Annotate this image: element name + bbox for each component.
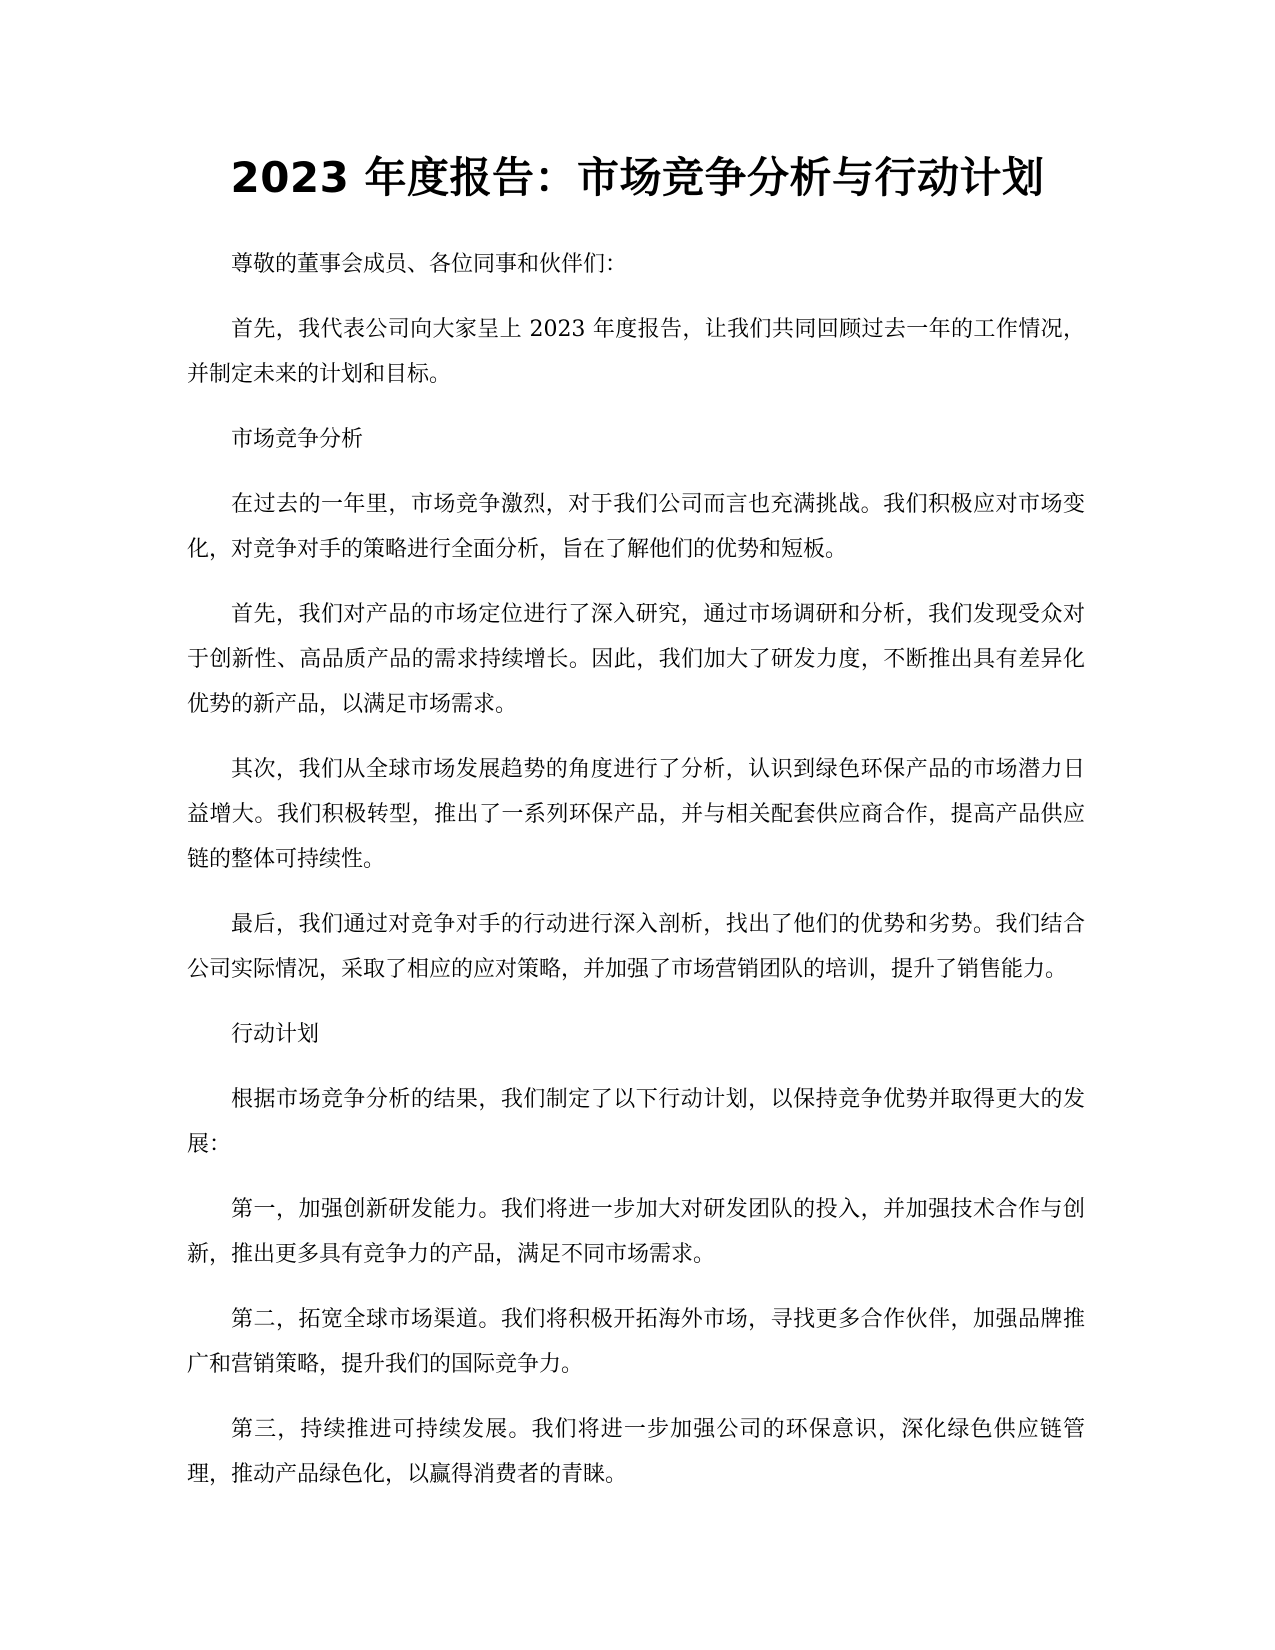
action-item: 第二，拓宽全球市场渠道。我们将积极开拓海外市场，寻找更多合作伙伴，加强品牌推广和营销策略，提升我们的国际竞争力。 [187, 1307, 1085, 1377]
section-heading-market-analysis: 市场竞争分析 [231, 427, 364, 452]
intro-paragraph: 首先，我代表公司向大家呈上 2023 年度报告，让我们共同回顾过去一年的工作情况，并制定未来的计划和目标。 [187, 317, 1085, 387]
paragraph: 根据市场竞争分析的结果，我们制定了以下行动计划，以保持竞争优势并取得更大的发展： [187, 1087, 1085, 1157]
salutation: 尊敬的董事会成员、各位同事和伙伴们： [231, 252, 628, 277]
paragraph: 在过去的一年里，市场竞争激烈，对于我们公司而言也充满挑战。我们积极应对市场变化，对竞争对手的策略进行全面分析，旨在了解他们的优势和短板。 [187, 492, 1085, 562]
document-title: 2023 年度报告：市场竞争分析与行动计划 [230, 153, 1045, 202]
action-item: 第三，持续推进可持续发展。我们将进一步加强公司的环保意识，深化绿色供应链管理，推动产品绿色化，以赢得消费者的青睐。 [187, 1417, 1085, 1487]
paragraph: 其次，我们从全球市场发展趋势的角度进行了分析，认识到绿色环保产品的市场潜力日益增大。我们积极转型，推出了一系列环保产品，并与相关配套供应商合作，提高产品供应链的整体可持续性。 [187, 757, 1085, 872]
paragraph: 最后，我们通过对竞争对手的行动进行深入剖析，找出了他们的优势和劣势。我们结合公司实际情况，采取了相应的应对策略，并加强了市场营销团队的培训，提升了销售能力。 [187, 912, 1085, 982]
document-body [187, 242, 1085, 1517]
paragraph: 首先，我们对产品的市场定位进行了深入研究，通过市场调研和分析，我们发现受众对于创新性、高品质产品的需求持续增长。因此，我们加大了研发力度，不断推出具有差异化优势的新产品，以满足市场需求。 [187, 602, 1085, 717]
section-heading-action-plan: 行动计划 [231, 1022, 320, 1047]
action-item: 第一，加强创新研发能力。我们将进一步加大对研发团队的投入，并加强技术合作与创新，推出更多具有竞争力的产品，满足不同市场需求。 [187, 1197, 1085, 1267]
